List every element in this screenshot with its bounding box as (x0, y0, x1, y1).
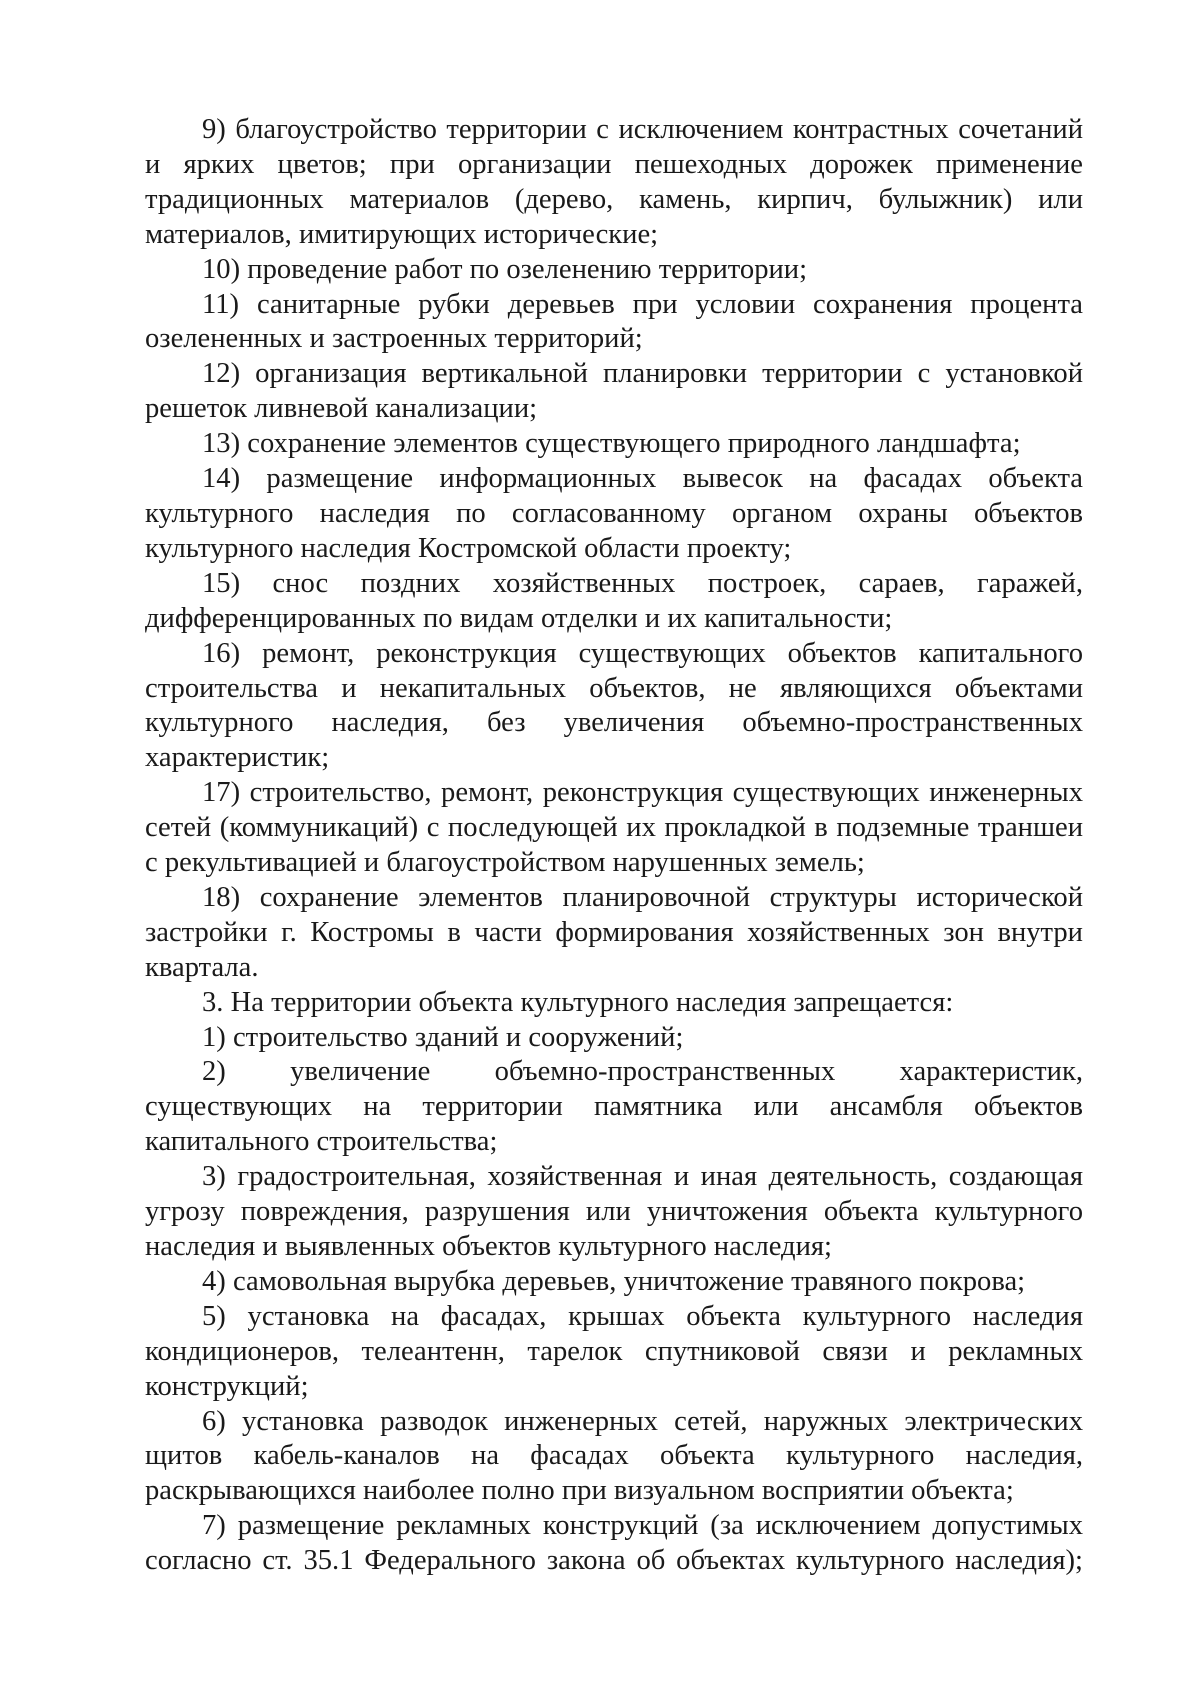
prohibition-item-7: 7) размещение рекламных конструкций (за исключением допустимых согласно ст. 35.1 Федерального закона об объектах культурного наследия); (145, 1510, 1083, 1577)
paragraph-item-16: 16) ремонт, реконструкция существующих объектов капитального строительства и некапитальных объектов, не являющихся объектами культурного наследия, без увеличения объемно-пространственных характеристик; (145, 637, 1083, 774)
prohibition-item-3: 3) градостроительная, хозяйственная и иная деятельность, создающая угрозу повреждения, разрушения или уничтожения объекта культурного наследия и выявленных объектов культурного наследия; (145, 1161, 1083, 1262)
paragraph-item-13: 13) сохранение элементов существующего природного ландшафта; (202, 428, 1021, 460)
paragraph-item-18: 18) сохранение элементов планировочной структуры исторической застройки г. Костромы в части формирования хозяйственных зон внутри квартала. (145, 881, 1083, 983)
prohibition-item-2: 2) увеличение объемно-пространственных характеристик, существующих на территории памятника или ансамбля объектов капитального строительства; (145, 1056, 1083, 1158)
prohibition-item-4: 4) самовольная вырубка деревьев, уничтожение травяного покрова; (202, 1265, 1026, 1297)
paragraph-item-12: 12) организация вертикальной планировки территории с установкой решеток ливневой канализации; (145, 358, 1083, 425)
paragraph-item-10: 10) проведение работ по озеленению территории; (202, 253, 808, 285)
paragraph-item-17: 17) строительство, ремонт, реконструкция существующих инженерных сетей (коммуникаций) с последующей их прокладкой в подземные траншеи с рекультивацией и благоустройством нарушенных земель; (145, 777, 1083, 879)
paragraph-item-15: 15) снос поздних хозяйственных построек, сараев, гаражей, дифференцированных по видам отделки и их капитальности; (145, 567, 1083, 634)
prohibition-item-5: 5) установка на фасадах, крышах объекта культурного наследия кондиционеров, телеантенн, тарелок спутниковой связи и рекламных конструкций; (145, 1300, 1083, 1402)
paragraph-item-14: 14) размещение информационных вывесок на фасадах объекта культурного наследия по согласованному органом охраны объектов культурного наследия Костромской области проекту; (145, 463, 1083, 564)
paragraph-item-11: 11) санитарные рубки деревьев при условии сохранения процента озелененных и застроенных территорий; (145, 288, 1083, 355)
paragraph-item-9: 9) благоустройство территории с исключением контрастных сочетаний и ярких цветов; при организации пешеходных дорожек применение традиционных материалов (дерево, камень, кирпич, булыжник) или материалов, имитирующих исторические; (145, 114, 1083, 250)
prohibition-item-1: 1) строительство зданий и сооружений; (202, 1021, 684, 1053)
prohibition-item-6: 6) установка разводок инженерных сетей, наружных электрических щитов кабель-каналов на фасадах объекта культурного наследия, раскрывающихся наиболее полно при визуальном восприятии объекта; (145, 1405, 1083, 1507)
section-3-heading: 3. На территории объекта культурного наследия запрещается: (202, 986, 954, 1018)
document-body (145, 113, 1083, 1579)
